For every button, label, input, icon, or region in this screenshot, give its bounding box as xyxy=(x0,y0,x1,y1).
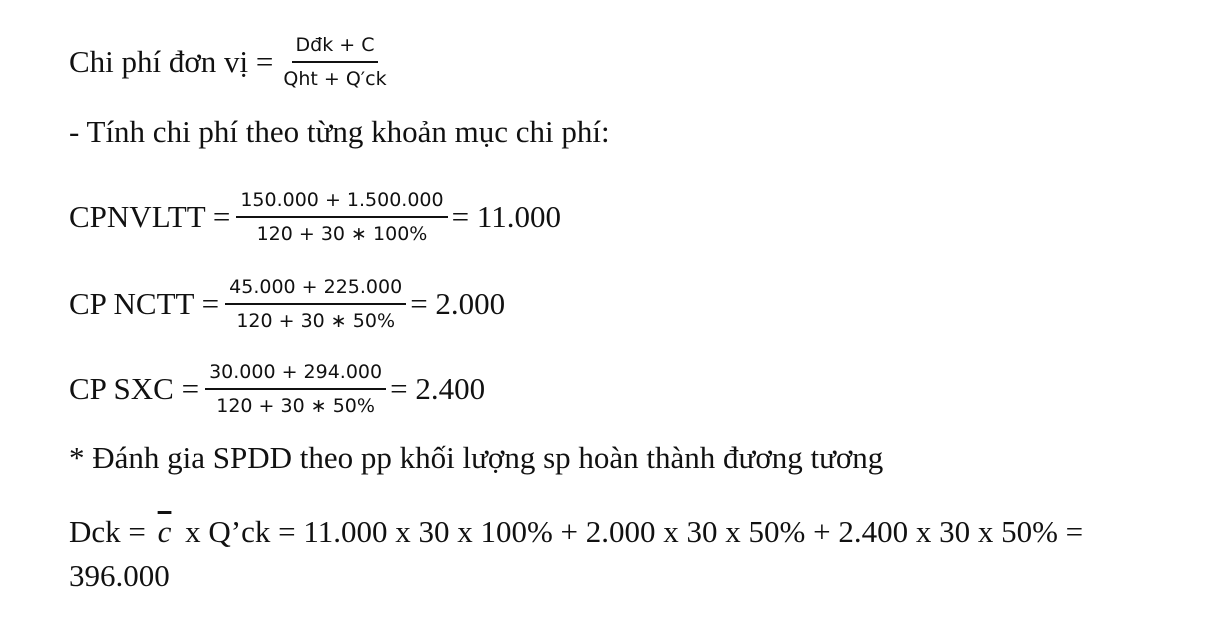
heading-wip-evaluation xyxy=(69,440,883,476)
unit-cost-numerator: Dđk + C xyxy=(292,34,379,63)
cpnvltt-fraction xyxy=(236,189,447,245)
unit-cost-formula xyxy=(69,34,395,90)
heading-cost-by-item xyxy=(69,114,610,150)
cpnctt-fraction xyxy=(225,276,406,332)
cpsxc-result: = 2.400 xyxy=(390,371,486,406)
cpsxc-numerator: 30.000 + 294.000 xyxy=(205,361,386,390)
cpnctt-numerator: 45.000 + 225.000 xyxy=(225,276,406,305)
cpnvltt-formula xyxy=(69,189,561,245)
dck-formula xyxy=(69,510,1159,598)
cpnvltt-result: = 11.000 xyxy=(451,199,561,234)
cpnctt-label: CP NCTT = xyxy=(69,286,220,321)
cpnctt-result: = 2.000 xyxy=(410,286,506,321)
unit-cost-fraction xyxy=(279,34,390,90)
cpnctt-denominator: 120 + 30 ∗ 50% xyxy=(236,310,395,332)
heading-wip-evaluation-text: * Đánh gia SPDD theo pp khối lượng sp hoàn thành đương tương xyxy=(69,440,884,475)
dck-prefix: Dck = xyxy=(69,514,146,549)
cpnvltt-label: CPNVLTT = xyxy=(69,199,231,234)
c-bar-symbol: $\overline{c}$ xyxy=(157,514,172,549)
unit-cost-denominator: Qht + Q′ck xyxy=(283,68,387,90)
cpsxc-formula xyxy=(69,361,485,417)
unit-cost-label: Chi phí đơn vị = xyxy=(69,44,274,79)
cpsxc-denominator: 120 + 30 ∗ 50% xyxy=(216,395,375,417)
cpnvltt-denominator: 120 + 30 ∗ 100% xyxy=(256,223,428,245)
cpsxc-label: CP SXC = xyxy=(69,371,200,406)
dck-expression: x Q’ck = 11.000 x 30 x 100% + 2.000 x 30 x 50% + 2.400 x 30 x 50% = 396.000 xyxy=(69,514,1084,593)
cpnctt-formula xyxy=(69,276,505,332)
heading-cost-by-item-text: - Tính chi phí theo từng khoản mục chi phí: xyxy=(69,114,610,149)
cpsxc-fraction xyxy=(205,361,386,417)
cpnvltt-numerator: 150.000 + 1.500.000 xyxy=(236,189,447,218)
